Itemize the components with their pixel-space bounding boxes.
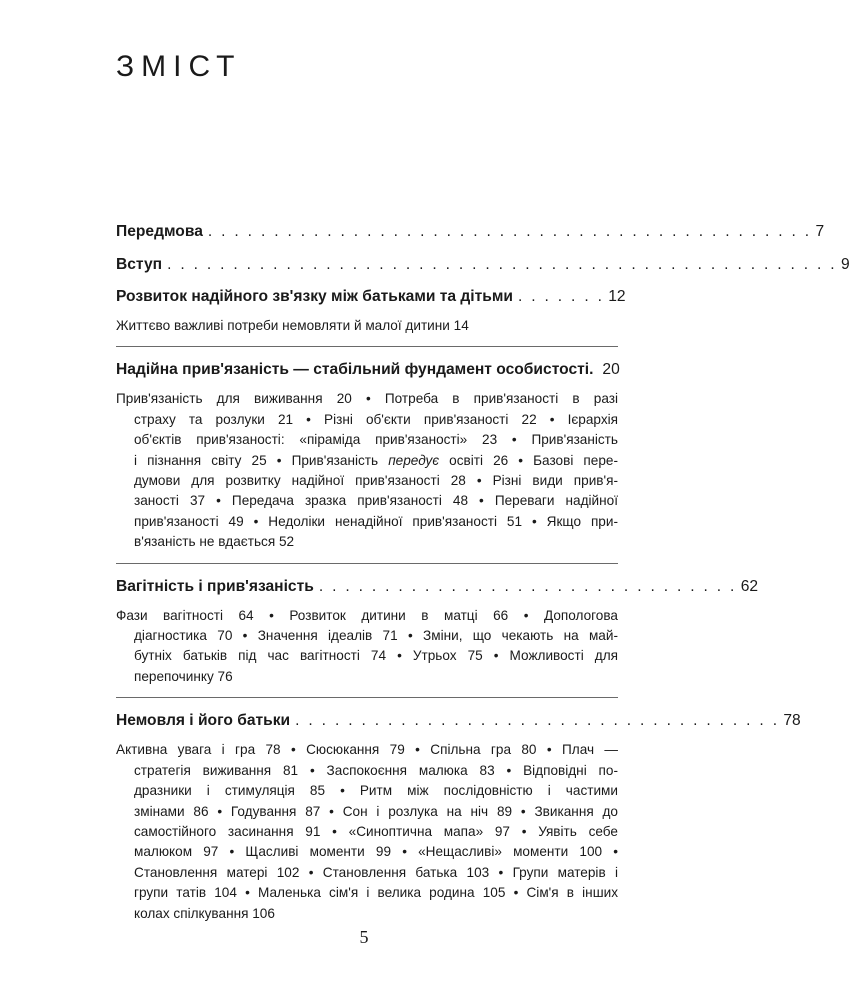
toc-subsection-line: діагностика 70 • Значення ідеалів 71 • Зміни, що чекають на май- [134, 628, 618, 644]
section-divider [116, 563, 618, 564]
toc-entry-label: Немовля і його батьки [116, 712, 291, 730]
toc-page-number: 20 [602, 361, 620, 379]
page-number: 5 [359, 927, 369, 947]
toc-entry-label: Вступ [116, 256, 163, 273]
toc-subsection-list [116, 740, 618, 924]
toc-entry-label: Розвиток надійного зв'язку між батьками та дітьми [116, 288, 513, 305]
toc-page-number: 62 [740, 577, 759, 595]
toc-page-number: 78 [783, 712, 801, 730]
toc-entry-label: Надійна прив'язаність — стабільний фундамент особистості. [116, 361, 594, 379]
toc-subsection-line: Становлення матері 102 • Становлення батька 103 • Групи матерів і [134, 864, 618, 880]
toc-subsection-line: і пізнання світу 25 • Прив'язаність передує освіті 26 • Базові пере- [134, 452, 619, 468]
toc-entry-label: Вагітність і прив'язаність [116, 577, 314, 595]
toc-subsection-line: Життєво важливі потреби немовляти й малої дитини 14 [116, 318, 469, 333]
italic-word: передує [388, 452, 440, 468]
toc-subsection-line: Прив'язаність для виживання 20 • Потреба в прив'язаності в разі [116, 391, 618, 407]
toc-leader-dots: . . . . . . . . . . . . . . . . . . . . . . . . . . . . . . . . . . . . . [295, 712, 780, 730]
toc-subsection-line: колах спілкування 106 [134, 905, 275, 921]
toc-subsection-line: об'єктів прив'язаності: «піраміда прив'язаності» 23 • Прив'язаність [134, 432, 618, 448]
toc-leader-dots: . . . . . . . . . . . . . . . . . . . . . . . . . . . . . . . . . . . . . . . . . . . . . . [207, 223, 812, 240]
toc-subsection-line: думови для розвитку надійної прив'язаності 28 • Різні види прив'я- [134, 473, 618, 489]
toc-subsection-list [116, 389, 618, 552]
toc-subsection-line: змінами 86 • Годування 87 • Сон і розлука на ніч 89 • Звикання до [134, 803, 618, 819]
toc-entry-introduction[interactable] [116, 255, 850, 275]
toc-subsection-line: Активна увага і гра 78 • Сюсюкання 79 • Спільна гра 80 • Плач — [116, 742, 618, 758]
toc-subsection-line: дразники і стимуляція 85 • Ритм між послідовністю і частими [134, 783, 618, 799]
toc-subsection-line: малюком 97 • Щасливі моменти 99 • «Нещасливі» моменти 100 • [134, 844, 618, 860]
toc-leader-dots: . . . . . . . . . . . . . . . . . . . . . . . . . . . . . . . . [318, 577, 737, 595]
toc-entry-pregnancy[interactable] [116, 577, 759, 597]
toc-leader-dots: . . . . . . . [518, 288, 605, 305]
toc-subsection-line: бутніх батьків під час вагітності 74 • Утрьох 75 • Можливості для [134, 648, 618, 664]
toc-entry-secure-attachment[interactable] [116, 360, 618, 380]
toc-page-number: 7 [815, 223, 825, 240]
toc-entry-infant[interactable] [116, 711, 801, 731]
page-title: ЗМІСТ [116, 50, 242, 83]
toc-subsection-line: в'язаність не вдається 52 [134, 534, 295, 550]
toc-subsection-list [116, 606, 618, 688]
toc-subsection-line: групи татів 104 • Маленька сім'я і велика родина 105 • Сім'я в інших [134, 885, 618, 901]
section-divider [116, 346, 618, 347]
toc-subsection-line: стратегія виживання 81 • Заспокоєння малюка 83 • Відповідні по- [134, 762, 618, 778]
toc-subsection-line: Фази вагітності 64 • Розвиток дитини в матці 66 • Допологова [116, 607, 618, 623]
toc-subsection-line: самостійного засинання 91 • «Синоптична мапа» 97 • Уявіть себе [134, 823, 618, 839]
toc-entry-foreword[interactable] [116, 222, 825, 242]
toc-subsection-line: заності 37 • Передача зразка прив'язаності 48 • Переваги надійної [134, 493, 618, 509]
section-divider [116, 697, 618, 698]
table-of-contents [116, 222, 850, 924]
toc-entry-label: Передмова [116, 223, 203, 240]
toc-subsection-line: прив'язаності 49 • Недоліки ненадійної прив'язаності 51 • Якщо при- [134, 513, 618, 529]
toc-page-number: 9 [840, 256, 850, 273]
toc-leader-dots: . . . . . . . . . . . . . . . . . . . . . . . . . . . . . . . . . . . . . . . . . . . . . . . . . . . [167, 256, 837, 273]
toc-page-number: 12 [608, 288, 626, 305]
toc-subsection-list [116, 316, 618, 336]
toc-entry-secure-bond[interactable] [116, 287, 626, 307]
toc-subsection-line: перепочинку 76 [134, 668, 233, 684]
toc-subsection-line: страху та розлуки 21 • Різні об'єкти прив'язаності 22 • Ієрархія [134, 411, 618, 427]
